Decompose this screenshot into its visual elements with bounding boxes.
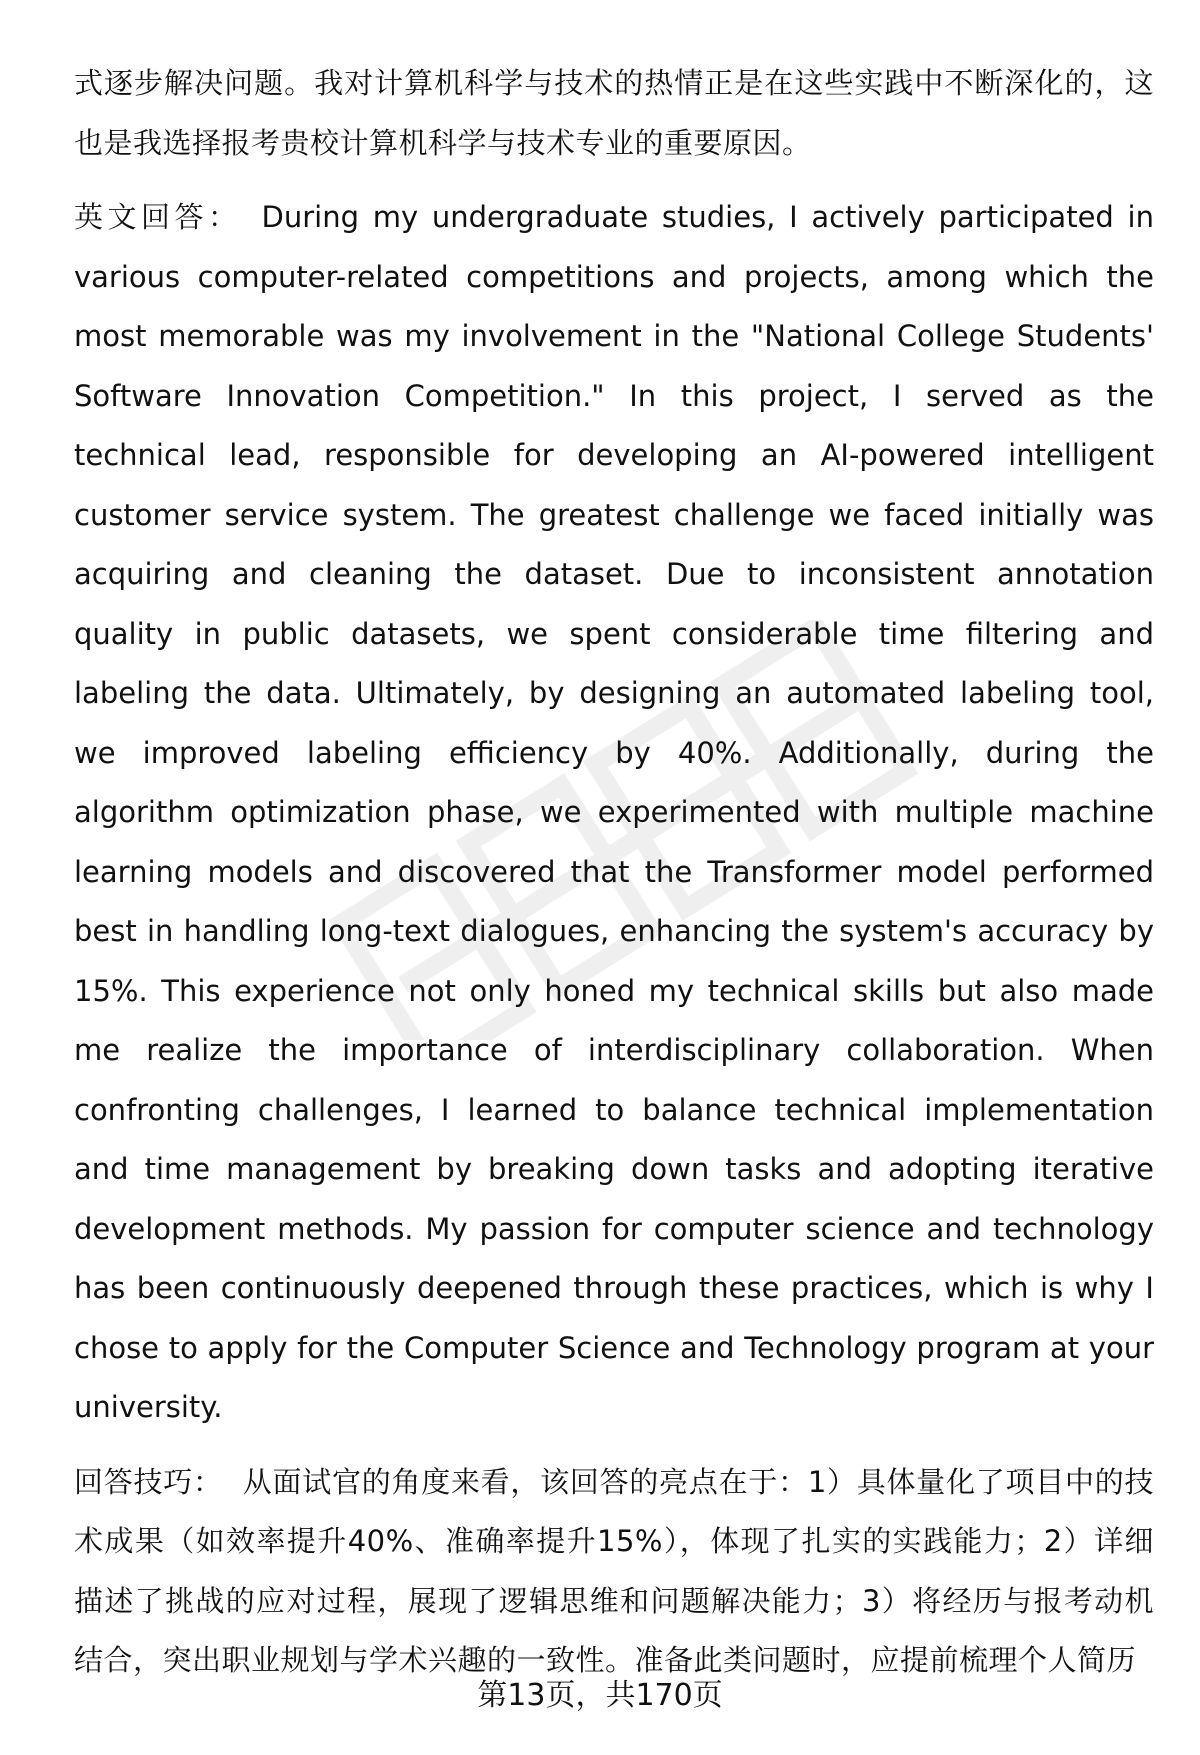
paragraph-answer-tips	[74, 1453, 1154, 1691]
page-number-footer: 第13页，共170页	[477, 1678, 723, 1713]
answer-tips-text: 从面试官的角度来看，该回答的亮点在于：1）具体量化了项目中的技术成果（如效率提升40%、准确率提升15%），体现了扎实的实践能力；2）详细描述了挑战的应对过程，展现了逻辑思维和问题解决能力；3）将经历与报考动机结合，突出职业规划与学术兴趣的一致性。准备此类问题时，应提前梳理个人简历	[74, 1464, 1154, 1677]
paragraph-english-answer	[74, 188, 1154, 1438]
document-body	[74, 54, 1154, 1691]
english-answer-text: During my undergraduate studies, I actively participated in various computer-related competitions and projects, among which the most memorable was my involvement in the "National College Students' Software Innovation Competition." In this project, I served as the technical lead, responsible for developing an AI-powered intelligent customer service system. The greatest challenge we faced initially was acquiring and cleaning the dataset. Due to inconsistent annotation quality in public datasets, we spent considerable time filtering and labeling the data. Ultimately, by designing an automated labeling tool, we improved labeling efficiency by 40%. Additionally, during the algorithm optimization phase, we experimented with multiple machine learning models and discovered that the Transformer model performed best in handling long-text dialogues, enhancing the system's accuracy by 15%. This experience not only honed my technical skills but also made me realize the importance of interdisciplinary collaboration. When confronting challenges, I learned to balance technical implementation and time management by breaking down tasks and adopting iterative development methods. My passion for computer science and technology has been continuously deepened through these practices, which is why I chose to apply for the Computer Science and Technology program at your university.	[74, 200, 1154, 1424]
paragraph-chinese-intro	[74, 54, 1154, 173]
paragraph-1-text: 式逐步解决问题。我对计算机科学与技术的热情正是在这些实践中不断深化的，这也是我选择报考贵校计算机科学与技术专业的重要原因。	[74, 66, 1154, 160]
english-answer-label: 英文回答：	[74, 200, 242, 234]
answer-tips-label: 回答技巧：	[74, 1464, 223, 1499]
